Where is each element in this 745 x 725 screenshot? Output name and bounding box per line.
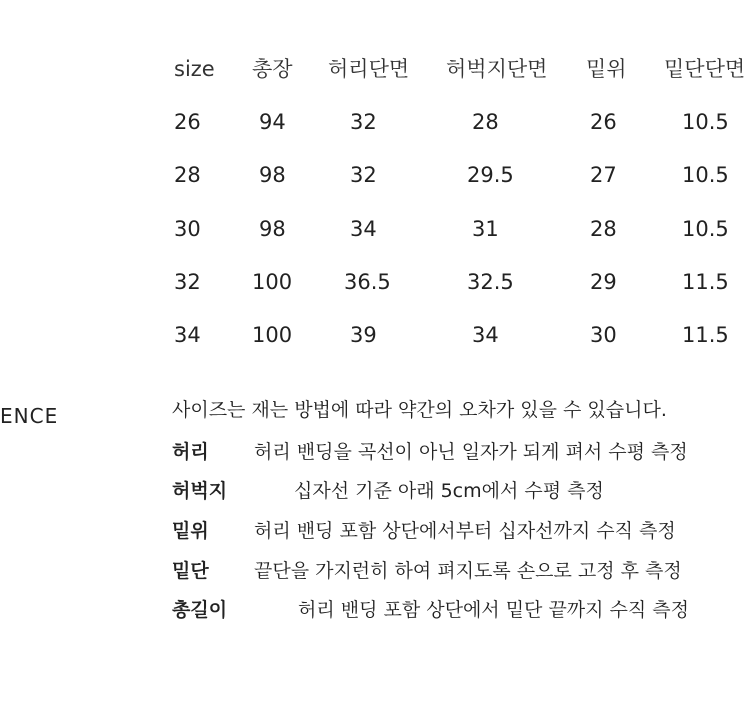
table-cell: 39 (350, 323, 377, 347)
table-cell: 32 (350, 163, 377, 187)
table-cell: 98 (259, 163, 286, 187)
table-cell: 10.5 (682, 110, 729, 134)
table-cell: 29 (590, 270, 617, 294)
table-cell: 11.5 (682, 323, 729, 347)
header-rise: 밑위 (586, 57, 627, 81)
table-cell: 26 (174, 110, 201, 134)
table-cell: 30 (174, 217, 201, 241)
header-total-length: 총장 (252, 57, 293, 81)
table-cell: 32 (174, 270, 201, 294)
table-cell: 11.5 (682, 270, 729, 294)
table-cell: 26 (590, 110, 617, 134)
table-cell: 32.5 (467, 270, 514, 294)
desc-total-length: 허리 밴딩 포함 상단에서 밑단 끝까지 수직 측정 (298, 599, 690, 621)
desc-rise: 허리 밴딩 포함 상단에서부터 십자선까지 수직 측정 (254, 520, 676, 542)
table-cell: 36.5 (344, 270, 391, 294)
table-cell: 31 (472, 217, 499, 241)
table-cell: 98 (259, 217, 286, 241)
table-cell: 28 (174, 163, 201, 187)
header-size: size (174, 57, 215, 81)
term-rise: 밑위 (172, 520, 209, 542)
table-cell: 27 (590, 163, 617, 187)
table-cell: 34 (472, 323, 499, 347)
table-cell: 100 (252, 323, 293, 347)
header-waist: 허리단면 (328, 57, 410, 81)
table-cell: 29.5 (467, 163, 514, 187)
table-cell: 100 (252, 270, 293, 294)
table-cell: 10.5 (682, 163, 729, 187)
table-cell: 10.5 (682, 217, 729, 241)
notice-text: 사이즈는 재는 방법에 따라 약간의 오차가 있을 수 있습니다. (172, 399, 667, 421)
table-cell: 32 (350, 110, 377, 134)
header-hem: 밑단단면 (664, 57, 745, 81)
term-hem: 밑단 (172, 560, 209, 582)
table-cell: 34 (350, 217, 377, 241)
term-waist: 허리 (172, 441, 209, 463)
term-total-length: 총길이 (172, 599, 228, 621)
table-cell: 28 (472, 110, 499, 134)
desc-waist: 허리 밴딩을 곡선이 아닌 일자가 되게 펴서 수평 측정 (254, 441, 688, 463)
side-label: ENCE (0, 404, 59, 428)
table-cell: 30 (590, 323, 617, 347)
desc-hem: 끝단을 가지런히 하여 펴지도록 손으로 고정 후 측정 (254, 560, 682, 582)
term-thigh: 허벅지 (172, 480, 228, 502)
desc-thigh: 십자선 기준 아래 5cm에서 수평 측정 (294, 480, 604, 502)
table-cell: 34 (174, 323, 201, 347)
header-thigh: 허벅지단면 (446, 57, 548, 81)
table-cell: 28 (590, 217, 617, 241)
table-cell: 94 (259, 110, 286, 134)
